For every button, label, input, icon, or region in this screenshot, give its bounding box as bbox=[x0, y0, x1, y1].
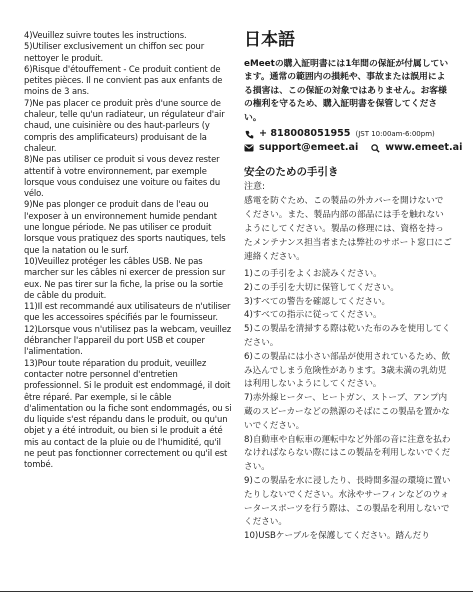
phone-number[interactable]: + 818008051955 bbox=[259, 128, 351, 140]
french-instructions-column bbox=[24, 30, 232, 471]
page-bottom-divider bbox=[0, 591, 473, 592]
fr-item-11: 11)Il est recommandé aux utilisateurs de n'utiliser que les accessoires spécifiés par le fournisseur. bbox=[24, 301, 231, 323]
fr-item-12: 12)Lorsque vous n'utilisez pas la webcam, veuillez débrancher l'appareil du port USB et couper l'alimentation. bbox=[24, 323, 232, 357]
jp-item-6: 6)この製品には小さい部品が使用されているため、飲み込んでしまう危険性があります。3歳未満の乳幼児は利用しないようにしてください。 bbox=[244, 351, 451, 390]
japanese-column bbox=[244, 30, 463, 544]
email-website-row bbox=[244, 141, 463, 155]
fr-item-8: 8)Ne pas utiliser ce produit si vous devez rester attentif à votre environnement, par exemple lorsque vous conduisez une voiture ou faites du vélo. bbox=[24, 154, 221, 199]
phone-hours: (JST 10:00am-6:00pm) bbox=[355, 130, 435, 139]
safety-heading: 安全のための手引き bbox=[244, 166, 339, 179]
phone-icon bbox=[244, 129, 254, 139]
fr-item-4: 4)Veuillez suivre toutes les instructions. bbox=[24, 30, 187, 40]
jp-item-9: 9)この製品を水に浸したり、長時間多湿の環境に置いたりしないでください。水泳やサーフィンなどのウォータースポーツを行う際は、この製品を利用しないでください。 bbox=[244, 475, 451, 528]
fr-item-6: 6)Risque d'étouffement - Ce produit contient de petites pièces. Il ne convient pas aux enfants de moins de 3 ans. bbox=[24, 63, 223, 97]
fr-item-5: 5)Utiliser exclusivement un chiffon sec pour nettoyer le produit. bbox=[24, 41, 205, 63]
fr-item-10: 10)Veuillez protéger les câbles USB. Ne pas marcher sur les câbles ni exercer de pression sur eux. Ne pas tirer sur la fiche, la prise ou la sortie de câble du produit. bbox=[24, 255, 226, 300]
notice-label: 注意: bbox=[244, 182, 266, 193]
jp-item-8: 8)自動車や自転車の運転中など外部の音に注意を払わなければならない際にはこの製品を利用しないでください。 bbox=[244, 434, 451, 473]
language-title: 日本語 bbox=[244, 30, 295, 50]
jp-item-5: 5)この製品を清掃する際は乾いた布のみを使用してください。 bbox=[244, 324, 451, 349]
fr-item-13: 13)Pour toute réparation du produit, veuillez contacter notre personnel d'entretien professionnel. Si le produit est endommagé, il doit être réparé. Par exemple, si le câble d'alimentation ou la fiche sont endommagés, ou si du liquide s'est répandu dans le produit, ou qu'un objet y a été introduit, ou bien si le produit a été mis au contact de la pluie ou de l'humidité, qu'il ne peut pas fonctionner correctement ou qu'il est tombé. bbox=[24, 357, 232, 470]
jp-item-4: 4)すべての指示に従ってください。 bbox=[244, 310, 382, 321]
website-link[interactable]: www.emeet.ai bbox=[385, 142, 463, 154]
fr-item-7: 7)Ne pas placer ce produit près d'une source de chaleur, telle qu'un radiateur, un régulateur d'air chaud, une cuisinière ou des haut-parleurs (y compris des amplificateurs) produisant de la chaleur. bbox=[24, 97, 225, 153]
envelope-icon bbox=[244, 143, 254, 153]
search-icon bbox=[371, 143, 380, 153]
fr-item-9: 9)Ne pas plonger ce produit dans de l'eau ou l'exposer à un environnement humide pendant une longue période. Ne pas utiliser ce produit lorsque vous pratiquez des sports nautiques, tels que la natation ou le surf. bbox=[24, 199, 226, 255]
phone-contact bbox=[244, 127, 452, 141]
jp-item-3: 3)すべての警告を確認してください。 bbox=[244, 296, 391, 307]
support-email[interactable]: support@emeet.ai bbox=[259, 142, 359, 154]
jp-item-2: 2)この手引を大切に保管してください。 bbox=[244, 282, 399, 293]
warranty-text: eMeetの購入証明書には1年間の保証が付属しています。通常の範囲内の損耗や、事故または誤用による損害は、この保証の対象ではありません。お客様の権利を守るため、購入証明書を保管してください。 bbox=[244, 59, 449, 123]
jp-item-1: 1)この手引をよくお読みください。 bbox=[244, 269, 382, 280]
notice-body: 感電を防ぐため、この製品の外カバーを開けないでください。また、製品内部の部品には手を触れないようにしてください。製品の修理には、資格を持ったメンテナンス担当者または弊社のサポート窓口にご連絡ください。 bbox=[244, 196, 452, 263]
jp-item-10: 10)USBケーブルを保護してください。踏んだり bbox=[244, 531, 430, 542]
jp-item-7: 7)赤外線ヒーター、ヒートガン、ストーブ、アンプ内蔵のスピーカーなどの熱源のそばにこの製品を置かないでください。 bbox=[244, 393, 450, 431]
